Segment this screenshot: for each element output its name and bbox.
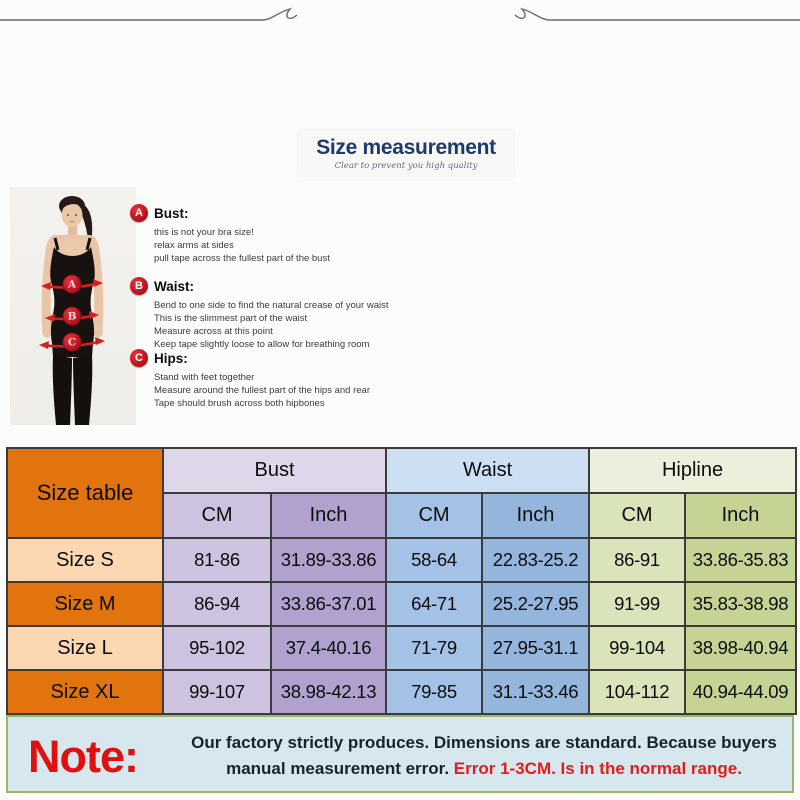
flourish-left — [0, 9, 297, 20]
right-arm — [94, 245, 99, 333]
table-row — [7, 626, 796, 670]
unit-header: CM — [386, 493, 482, 538]
row-label: Size XL — [7, 670, 163, 714]
unit-header: CM — [589, 493, 685, 538]
cell: 27.95-31.1 — [482, 626, 589, 670]
table-row — [7, 670, 796, 714]
waist-title: Waist: — [154, 278, 194, 294]
guide-section-hips — [130, 349, 460, 410]
hips-badge-icon: C — [130, 349, 148, 367]
col-group-hipline: Hipline — [589, 448, 796, 493]
cell: 40.94-44.09 — [685, 670, 796, 714]
model-photo — [10, 187, 136, 425]
cell: 31.1-33.46 — [482, 670, 589, 714]
bust-line: this is not your bra size! — [154, 227, 254, 238]
table-row — [7, 538, 796, 582]
cell: 35.83-38.98 — [685, 582, 796, 626]
model-figure — [10, 187, 136, 425]
eye — [75, 214, 77, 216]
note-banner — [6, 715, 794, 793]
waist-line: This is the slimmest part of the waist — [154, 313, 308, 324]
unit-header: Inch — [271, 493, 386, 538]
waist-line: Measure across at this point — [154, 326, 273, 337]
cell: 37.4-40.16 — [271, 626, 386, 670]
hips-line: Stand with feet together — [154, 372, 255, 383]
cell: 38.98-40.94 — [685, 626, 796, 670]
row-label: Size M — [7, 582, 163, 626]
cell: 33.86-37.01 — [271, 582, 386, 626]
guide-section-waist — [130, 277, 460, 351]
waist-arrow-label: B — [67, 310, 77, 323]
page-subtitle: Clear to prevent you high quality — [334, 160, 478, 171]
guide-section-bust — [130, 204, 460, 265]
left-leg — [53, 355, 72, 425]
cell: 99-104 — [589, 626, 685, 670]
waist-line: Keep tape slightly loose to allow for breathing room — [154, 339, 370, 350]
page-title: Size measurement — [316, 135, 496, 159]
header — [298, 130, 514, 176]
cell: 71-79 — [386, 626, 482, 670]
bust-badge-icon: A — [130, 204, 148, 222]
cell: 31.89-33.86 — [271, 538, 386, 582]
cell: 58-64 — [386, 538, 482, 582]
hips-title: Hips: — [154, 350, 188, 366]
col-group-bust: Bust — [163, 448, 386, 493]
divider-flourish — [0, 0, 800, 36]
col-group-waist: Waist — [386, 448, 589, 493]
cell: 33.86-35.83 — [685, 538, 796, 582]
size-table — [6, 447, 797, 715]
unit-header: Inch — [482, 493, 589, 538]
cell: 38.98-42.13 — [271, 670, 386, 714]
row-label: Size S — [7, 538, 163, 582]
bust-title: Bust: — [154, 205, 189, 221]
right-leg — [73, 355, 92, 425]
eye — [67, 214, 69, 216]
note-label: Note: — [28, 731, 138, 782]
cell: 86-94 — [163, 582, 271, 626]
cell: 95-102 — [163, 626, 271, 670]
bust-line: pull tape across the fullest part of the bust — [154, 253, 330, 264]
unit-header: CM — [163, 493, 271, 538]
waist-badge-icon: B — [130, 277, 148, 295]
cell: 91-99 — [589, 582, 685, 626]
cell: 79-85 — [386, 670, 482, 714]
hips-line: Tape should brush across both hipbones — [154, 398, 325, 409]
note-dark-line2: manual measurement error. — [226, 759, 454, 778]
cell: 22.83-25.2 — [482, 538, 589, 582]
cell: 81-86 — [163, 538, 271, 582]
row-label: Size L — [7, 626, 163, 670]
note-dark-line1: Our factory strictly produces. Dimensions are standard. Because buyers — [191, 733, 777, 752]
waist-line: Bend to one side to find the natural crease of your waist — [154, 300, 389, 311]
table-corner-label: Size table — [7, 448, 163, 538]
cell: 25.2-27.95 — [482, 582, 589, 626]
note-red-text: Error 1-3CM. Is in the normal range. — [453, 759, 742, 778]
cell: 64-71 — [386, 582, 482, 626]
hips-arrow-label: C — [67, 336, 77, 349]
note-text — [188, 730, 780, 782]
bust-line: relax arms at sides — [154, 240, 234, 251]
cell: 104-112 — [589, 670, 685, 714]
cell: 99-107 — [163, 670, 271, 714]
hips-line: Measure around the fullest part of the hips and rear — [154, 385, 370, 396]
bust-arrow-label: A — [67, 278, 77, 291]
unit-header: Inch — [685, 493, 796, 538]
flourish-right — [515, 9, 800, 20]
cell: 86-91 — [589, 538, 685, 582]
table-row — [7, 582, 796, 626]
